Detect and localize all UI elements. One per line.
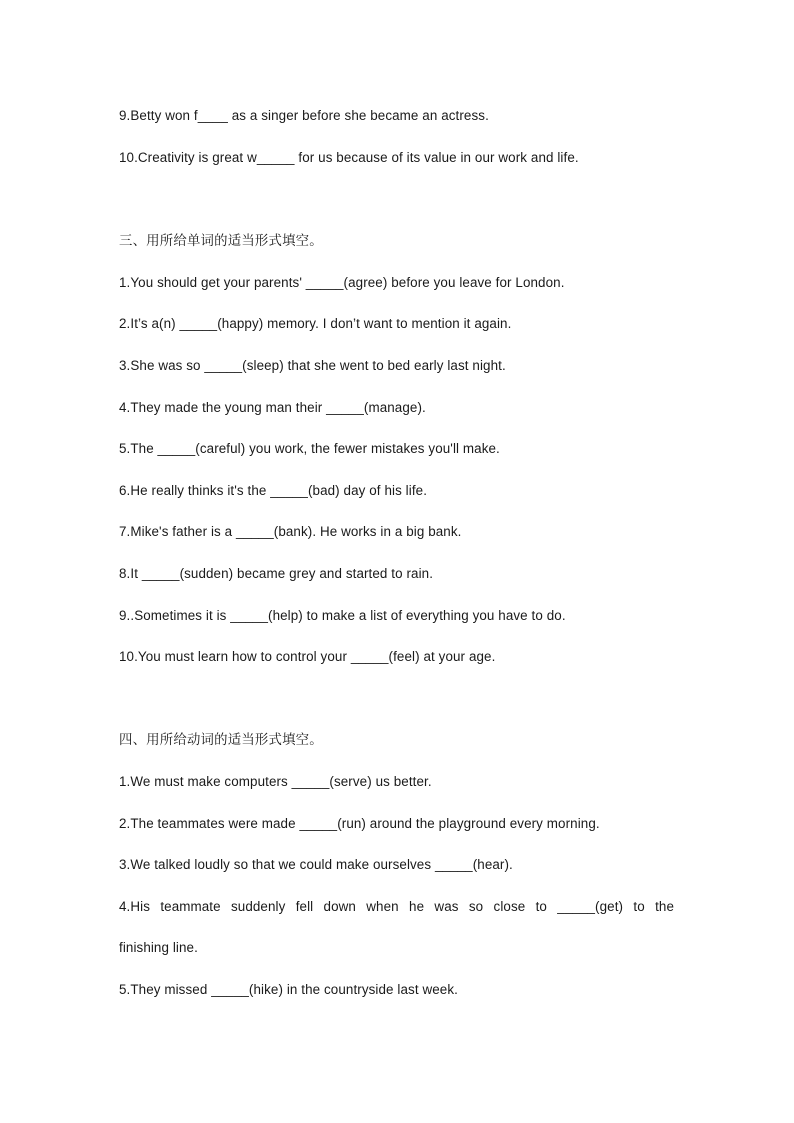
exercise-item: 4.His teammate suddenly fell down when he was so close to _____(get) to the	[119, 899, 674, 914]
section-heading-4: 四、用所给动词的适当形式填空。	[119, 733, 323, 748]
exercise-item: 1.We must make computers _____(serve) us better.	[119, 774, 432, 789]
exercise-item: 1.You should get your parents' _____(agree) before you leave for London.	[119, 275, 565, 290]
exercise-item: 9..Sometimes it is _____(help) to make a list of everything you have to do.	[119, 608, 566, 623]
exercise-item: 3.We talked loudly so that we could make ourselves _____(hear).	[119, 857, 513, 872]
exercise-item: 6.He really thinks it's the _____(bad) day of his life.	[119, 483, 428, 498]
exercise-item: 4.They made the young man their _____(manage).	[119, 400, 426, 415]
exercise-item: 10.Creativity is great w_____ for us because of its value in our work and life.	[119, 150, 579, 165]
exercise-item: 8.It _____(sudden) became grey and started to rain.	[119, 566, 434, 581]
exercise-item: 5.The _____(careful) you work, the fewer mistakes you'll make.	[119, 441, 500, 456]
section-heading-3: 三、用所给单词的适当形式填空。	[119, 234, 323, 249]
exercise-item-continuation: finishing line.	[119, 940, 198, 955]
exercise-item: 2.The teammates were made _____(run) around the playground every morning.	[119, 816, 600, 831]
exercise-item: 10.You must learn how to control your _____(feel) at your age.	[119, 649, 496, 664]
exercise-item: 3.She was so _____(sleep) that she went to bed early last night.	[119, 358, 506, 373]
exercise-item: 2.It’s a(n) _____(happy) memory. I don’t want to mention it again.	[119, 316, 512, 331]
exercise-item: 5.They missed _____(hike) in the countryside last week.	[119, 982, 458, 997]
exercise-item: 7.Mike's father is a _____(bank). He works in a big bank.	[119, 524, 462, 539]
exercise-item: 9.Betty won f____ as a singer before she became an actress.	[119, 108, 489, 123]
